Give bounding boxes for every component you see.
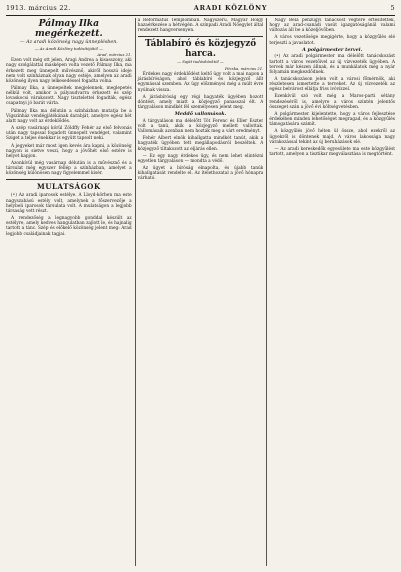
article-title: Táblabíró és közjegyző harca. [144,39,257,60]
column-1 [6,18,132,566]
article-dateline: Pécska, március 21. [225,66,264,72]
article-subtitle: — Az aradi közönség nagy ünneplésben. [19,40,118,45]
paragraph: Fehér Albert elnök kihallgatta mindkét tanút, akik a hagyaték ügyében tett megállapodásról beszéltek. A közjegyző tiltakozott az eljárás ellen. [137,136,264,152]
paragraph: Ezen volt még ott jelen, Aragi Andrea a kisasszony, aki nagy szolgálattal másképen volta vezető Pálmay Ilka, ma érkezett meg ünnepelt művésznő, akiről hosszú ideje nem volt színháznak olyan nagy estéje, amelyen az aradi közönség ilyen nagy lelkesedéssel fogadta volna. [6,58,132,84]
section-heading: MULATSÁGOK [36,182,101,192]
paragraph: Az ügyet a bíróság elnapolta, és újabb tanúk kihallgatását rendelte el. Az ítélethozatal a jövő hónapra várható. [137,166,264,182]
article-dateline: Arad, március 21. [97,52,132,58]
paragraph: A tárgyaláson ma délelőtt Tót Ferenc és Eller Eszter volt a tanú, akik a közjegyző mellett vallottak. Vallomásaik azonban nem hozták meg a várt eredményt. [137,118,264,135]
paragraph: — Ez egy nagy érdekes ügy, és nem lehet elintézni egyetlen tárgyaláson — mondta a védő. [137,153,264,164]
section-divider [6,179,132,180]
paragraph: Pálmay Ilka, a ünnepeltek megjelennek, meglepetés nélkül volt, amikor a pályaudvarra érkezett és szép lovaskocsi várakozott. Nagy tisztelettel fogadták, egész csapatnyi jó barát várta. [6,85,132,107]
article-divider [138,36,264,37]
paragraph: A rendezőség a legnagyobb gonddal készült az estélyre, amely kedves hangulatban zajlott le, és hajnalig tartott a tánc. Szép és előkelő közönség jelent meg: Arad legjobb családjainak tagjai. [6,216,132,237]
masthead [6,4,395,16]
article-subheading: A polgármester tervei. [302,46,363,53]
paragraph: a Református Templomban. Nagyszerű, Magyar Hölgy hazaérkezése a hétvégén. A színpadi Aradi Nőegylet által rendezett hangversenyen. [137,18,264,34]
article-title: Pálmay Ilka megérkezett. [35,18,103,39]
masthead-title: ARADI KÖZLÖNY [193,4,268,12]
paragraph: A polgármester kijelentette, hogy a város fejlesztése érdekében minden lehetőséget megragad, és a közgyűlés támogatására számít. [269,111,396,128]
column-2 [135,18,264,566]
paragraph: Nagy Béla pénzügyi tanácsost végtére értesítették, hogy az arad-csanádi vasút igazgatóságánál valami változás áll be a közeljövőben. [269,18,396,34]
paragraph: A város vezetősége megígérte, hogy a közgyűlés elé terjeszti a javaslatot. [269,35,396,46]
article-byline: — Saját tudósítónktól — [177,59,224,65]
paragraph: A közgyűlés jövő héten ül össze, ahol ezekről az ügyekről is döntenek majd. A város lakossága nagy várakozással tekint az új beruházások elé. [269,129,396,145]
masthead-date: 1913. március 22. [6,4,71,12]
masthead-page-number: 5 [390,4,395,12]
paragraph: A járásbíróság egy régi hagyaték ügyében hozott döntést, amely miatt a közjegyző panasszal élt. A tárgyaláson mindkét fél személyesen jelent meg. [137,94,264,110]
newspaper-page [6,4,395,568]
columns [6,18,395,566]
paragraph: (•) Az aradi polgármester ma délelőtt tanácskozást tartott a város vezetőivel az új vízvezeték ügyében. A tervek már készen állnak, és a munkálatok még a nyár folyamán megkezdődnek. [269,54,396,75]
paragraph: Azonkívül még vasárnap délután is a művésznő és a társulat még egyszer fellép a színházban, amelyet a közönség különösen nagy figyelemmel kísér. [6,161,132,177]
paragraph: Pálmay Ilka ma délután a színházban mutatja be a Vígszínház vendégjátékának darabját, amelyre egész hét alatt nagy volt az érdeklődés. [6,108,132,124]
article-subheading: Meddő vallomások. [174,111,227,118]
article-byline: — Az Aradi Közlöny tudósítójától — [34,45,103,51]
paragraph: Érdekes nagy érdeklődést keltő ügy volt a mai napon a járásbíróságon, ahol táblabíró és közjegyző állt egymással szemben. Az ügy előzményei még a múlt évre nyúlnak vissza. [137,72,264,93]
paragraph: — Az aradi kereskedők egyesülete ma este közgyűlést tartott, amelyen a tisztikar megválasztása is megtörtént. [269,146,396,158]
paragraph: A szép vasárnapi körül Zöldffy Fehér az első felvonás után nagy tapssal fogadott ünnepelt vendéget, valamint Sziget a teljes énekkar is együtt tapsolt neki. [6,126,132,142]
paragraph: A jegyeket már most igen kevés ára kapni, a közönség nagyon is sietve veszi, hogy a jövőhét első estére is helyet kapjon. [6,143,132,159]
paragraph: Ezenkívül szó volt még a Maros-parti sétány rendezéséről is, amelyre a város szintén jelentős összeget szán a jövő évi költségvetésben. [269,94,396,110]
paragraph: A tanácskozáson jelen volt a városi főmérnök, aki részletesen ismertette a terveket. Az új vízvezeték az egész belvárost ellátja friss ivóvízzel. [269,77,396,93]
column-3 [266,18,395,566]
paragraph: (•) Az aradi iparosok estélye. A Lloyd-körben ma este nagyszabású estély volt, amelynek a főszervezője a helybeli iparosok társulata volt. A mulatságon a legjobb társaság vett részt. [6,193,132,214]
